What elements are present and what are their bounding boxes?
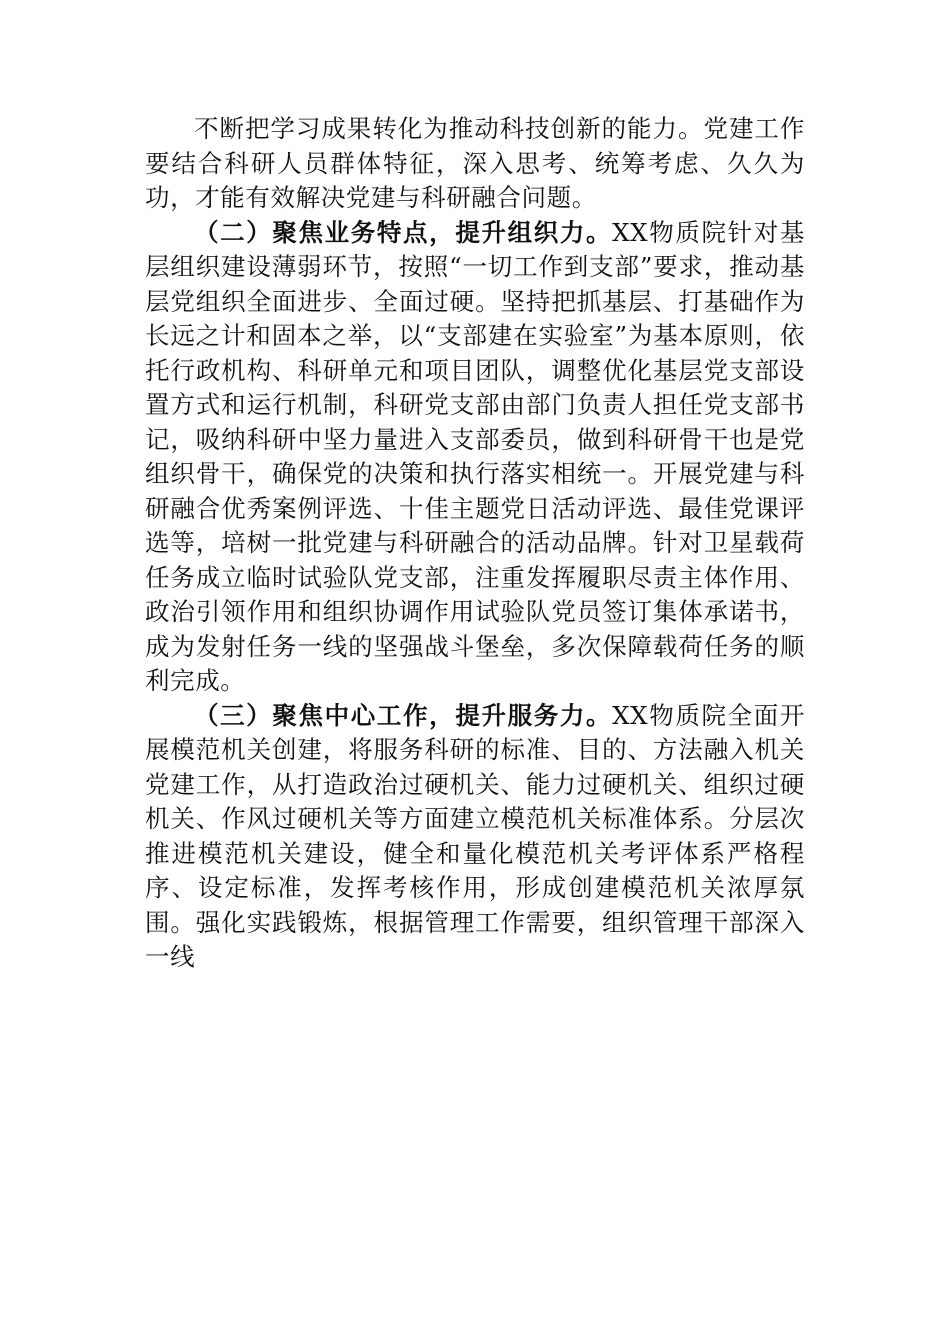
paragraph-3-lead: （三）聚焦中心工作，提升服务力。 [194, 700, 613, 730]
paragraph-3-text: XX物质院全面开展模范机关创建，将服务科研的标准、目的、方法融入机关党建工作，从打造政治过硬机关、能力过硬机关、组织过硬机关、作风过硬机关等方面建立模范机关标准体系。分层次推进模范机关建设，健全和量化模范机关考评体系严格程序、设定标准，发挥考核作用，形成创建模范机关浓厚氛围。强化实践锻炼，根据管理工作需要，组织管理干部深入一线 [145, 700, 805, 971]
paragraph-1-text: 不断把学习成果转化为推动科技创新的能力。党建工作要结合科研人员群体特征，深入思考、统筹考虑、久久为功，才能有效解决党建与科研融合问题。 [145, 114, 805, 212]
document-body [145, 112, 805, 975]
paragraph-2-lead: （二）聚焦业务特点，提升组织力。 [194, 217, 613, 247]
paragraph-2-text: XX物质院针对基层组织建设薄弱环节，按照“一切工作到支部”要求，推动基层党组织全面进步、全面过硬。坚持把抓基层、打基础作为长远之计和固本之举，以“支部建在实验室”为基本原则，依托行政机构、科研单元和项目团队，调整优化基层党支部设置方式和运行机制，科研党支部由部门负责人担任党支部书记，吸纳科研中坚力量进入支部委员，做到科研骨干也是党组织骨干，确保党的决策和执行落实相统一。开展党建与科研融合优秀案例评选、十佳主题党日活动评选、最佳党课评选等，培树一批党建与科研融合的活动品牌。针对卫星载荷任务成立临时试验队党支部，注重发挥履职尽责主体作用、政治引领作用和组织协调作用试验队党员签订集体承诺书，成为发射任务一线的坚强战斗堡垒，多次保障载荷任务的顺利完成。 [145, 217, 805, 695]
paragraph-1 [145, 112, 805, 216]
paragraph-3 [145, 699, 805, 975]
paragraph-2 [145, 216, 805, 699]
